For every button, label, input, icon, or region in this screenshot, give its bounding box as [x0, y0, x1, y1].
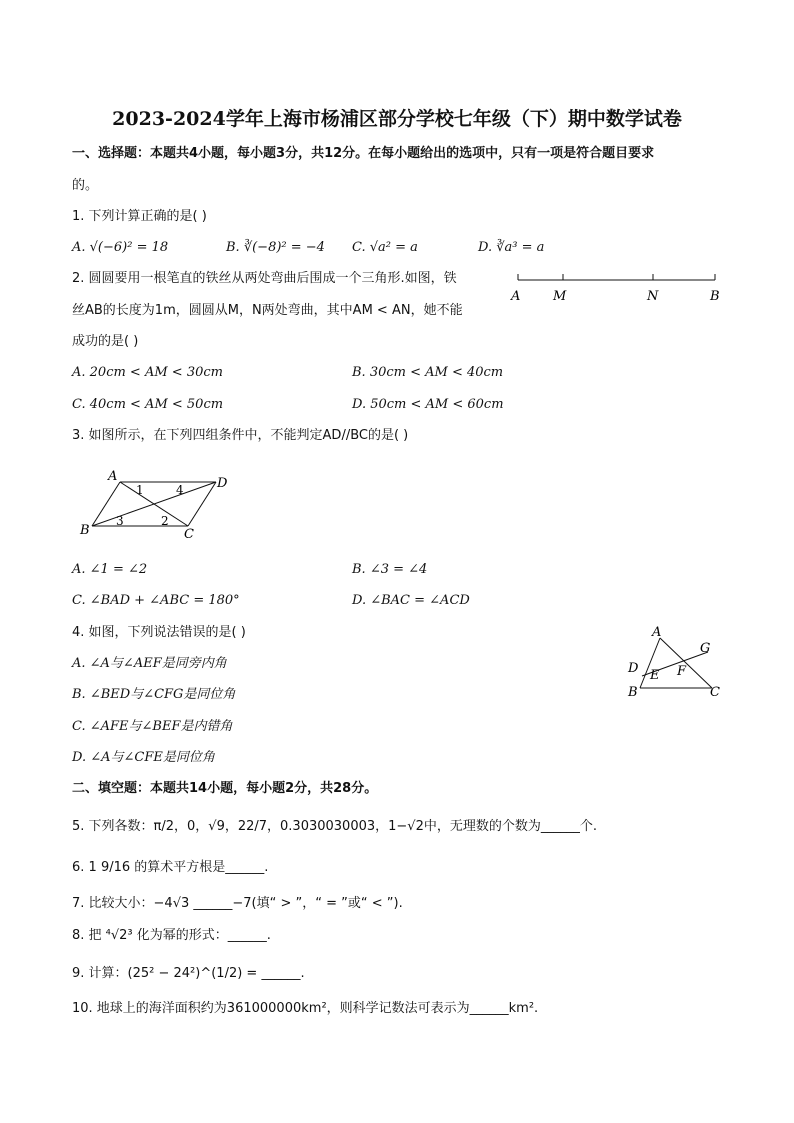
label-n: N — [647, 289, 659, 304]
label-b: B — [710, 289, 720, 304]
label-a: A — [108, 469, 118, 484]
q3-option-d: D. ∠BAC = ∠ACD — [352, 593, 470, 608]
q5-stem: 5. 下列各数：π/2，0，√9，22/7，0.3030030003，1−√2中，无理数的个数为______个. — [72, 819, 597, 834]
q8-stem: 8. 把 ⁴√2³ 化为幂的形式：______. — [72, 928, 271, 943]
q2-stem-line2: 丝AB的长度为1m，圆圆从M，N两处弯曲，其中AM < AN，她不能 — [72, 303, 463, 318]
q4-option-b: B. ∠BED与∠CFG是同位角 — [72, 687, 236, 702]
q4-option-a: A. ∠A与∠AEF是同旁内角 — [72, 656, 227, 671]
q1-stem: 1. 下列计算正确的是( ) — [72, 209, 207, 224]
label-a: A — [652, 625, 662, 640]
angle-4: 4 — [176, 483, 184, 497]
section1-heading: 一、选择题：本题共4小题，每小题3分，共12分。在每小题给出的选项中，只有一项是符合题目要求 — [72, 146, 655, 161]
q1-option-c: C. √a² = a — [352, 240, 418, 255]
q1-option-d: D. ∛a³ = a — [478, 240, 545, 255]
q4-triangle-figure — [620, 622, 730, 702]
q4-option-d: D. ∠A与∠CFE是同位角 — [72, 750, 215, 765]
label-d: D — [217, 476, 228, 491]
q3-parallelogram-figure — [72, 468, 242, 544]
q10-stem: 10. 地球上的海洋面积约为361000000km²，则科学记数法可表示为______km². — [72, 1001, 539, 1016]
q3-option-a: A. ∠1 = ∠2 — [72, 562, 148, 577]
q6-stem: 6. 1 9/16 的算术平方根是______. — [72, 860, 269, 875]
angle-1: 1 — [136, 483, 144, 497]
q2-option-c: C. 40cm < AM < 50cm — [72, 397, 224, 412]
angle-3: 3 — [116, 514, 124, 528]
q3-stem: 3. 如图所示，在下列四组条件中，不能判定AD//BC的是( ) — [72, 428, 409, 443]
q4-option-c: C. ∠AFE与∠BEF是内错角 — [72, 719, 233, 734]
label-e: E — [650, 668, 660, 683]
q2-option-a: A. 20cm < AM < 30cm — [72, 365, 223, 380]
label-g: G — [700, 641, 711, 656]
q1-option-b: B. ∛(−8)² = −4 — [226, 240, 325, 255]
page-title: 2023-2024学年上海市杨浦区部分学校七年级（下）期中数学试卷 — [112, 108, 682, 130]
q3-option-c: C. ∠BAD + ∠ABC = 180° — [72, 593, 240, 608]
q2-option-b: B. 30cm < AM < 40cm — [352, 365, 504, 380]
q2-segment-figure — [505, 268, 735, 308]
side-dc — [188, 482, 216, 526]
q2-stem-line1: 2. 圆圆要用一根笔直的铁丝从两处弯曲后围成一个三角形.如图，铁 — [72, 271, 457, 286]
q2-stem-line3: 成功的是( ) — [72, 334, 139, 349]
section2-heading: 二、填空题：本题共14小题，每小题2分，共28分。 — [72, 781, 378, 796]
label-c: C — [710, 685, 720, 700]
q7-stem: 7. 比较大小：−4√3 ______−7(填“ > ”，“ = ”或“ < ”). — [72, 896, 403, 911]
label-f: F — [677, 664, 687, 679]
angle-2: 2 — [161, 514, 169, 528]
label-b: B — [80, 523, 90, 538]
q1-option-a: A. √(−6)² = 18 — [72, 240, 169, 255]
diagonal-bd — [92, 482, 216, 526]
label-b: B — [628, 685, 638, 700]
q3-option-b: B. ∠3 = ∠4 — [352, 562, 428, 577]
q2-option-d: D. 50cm < AM < 60cm — [352, 397, 504, 412]
q9-stem: 9. 计算：(25² − 24²)^(1/2) = ______. — [72, 966, 305, 981]
q4-stem: 4. 如图，下列说法错误的是( ) — [72, 625, 246, 640]
label-m: M — [553, 289, 567, 304]
label-c: C — [184, 527, 194, 542]
label-d: D — [628, 661, 639, 676]
section1-heading-cont: 的。 — [72, 178, 99, 193]
label-a: A — [511, 289, 521, 304]
